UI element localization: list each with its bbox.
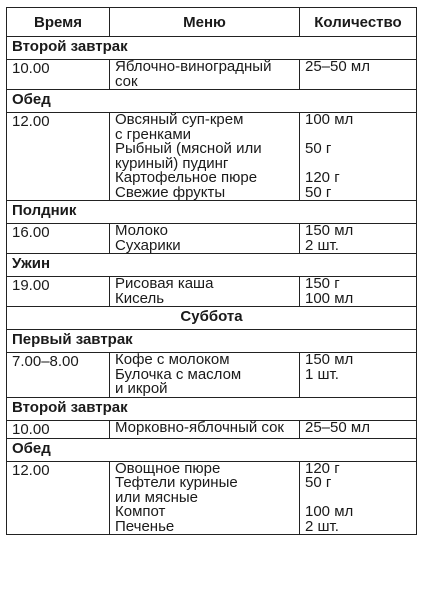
- meal-section-row: [7, 438, 417, 461]
- table-row: [7, 420, 417, 438]
- day-heading: Суббота: [7, 307, 417, 330]
- table-row: [7, 353, 417, 398]
- quantities: [300, 60, 417, 90]
- menu-item: Рыбный (мясной или: [115, 140, 262, 157]
- meal-section-row: [7, 37, 417, 60]
- quantities: [300, 461, 417, 535]
- menu-item: Яблочно-виноградный сок: [115, 58, 272, 90]
- menu-item: куриный) пудинг: [115, 154, 229, 172]
- meal-time: 12.00: [7, 113, 110, 201]
- quantities: [300, 224, 417, 254]
- quantities: [300, 277, 417, 307]
- table-row: [7, 113, 417, 201]
- menu-items: [110, 353, 300, 398]
- quantity-value: 100 мл: [305, 503, 354, 520]
- table-row: [7, 461, 417, 535]
- quantity-value: 120 г: [305, 169, 340, 186]
- menu-item: Сухарики: [115, 236, 181, 254]
- menu-item: и икрой: [115, 380, 168, 397]
- table-row: [7, 277, 417, 307]
- menu-item: Кисель: [115, 289, 165, 307]
- meal-section-label: Ужин: [7, 254, 417, 277]
- quantity-value: 50 г: [305, 474, 332, 491]
- quantity-value: 150 мл: [305, 222, 354, 239]
- day-heading-row: [7, 307, 417, 330]
- quantity-value: 100 мл: [305, 111, 354, 128]
- meal-time: 10.00: [7, 420, 110, 438]
- meal-section-row: [7, 201, 417, 224]
- quantity-value: 25–50 мл: [305, 58, 370, 75]
- quantity-value: 2 шт.: [305, 236, 339, 254]
- table-header-row: [7, 8, 417, 37]
- menu-item: Овощное пюре: [115, 459, 221, 477]
- quantity-value: 100 мл: [305, 289, 354, 307]
- meal-time: 7.00–8.00: [7, 353, 110, 398]
- quantity-value: 1 шт.: [305, 365, 339, 383]
- menu-item: с гренками: [115, 125, 192, 143]
- quantity-value: 50 г: [305, 183, 332, 201]
- meal-section-row: [7, 90, 417, 113]
- menu-items: [110, 277, 300, 307]
- meal-section-row: [7, 397, 417, 420]
- menu-items: [110, 420, 300, 438]
- meal-section-label: Первый завтрак: [7, 330, 417, 353]
- menu-item: Свежие фрукты: [115, 183, 226, 201]
- menu-item: Морковно-яблочный сок: [115, 418, 284, 436]
- menu-item: Молоко: [115, 222, 169, 239]
- meal-section-label: Обед: [7, 438, 417, 461]
- menu-item: Кофе с молоком: [115, 351, 230, 368]
- menu-item: Рисовая каша: [115, 275, 214, 292]
- menu-item: Тефтели куриные: [115, 474, 238, 491]
- meal-section-label: Полдник: [7, 201, 417, 224]
- menu-item: Овсяный суп-крем: [115, 111, 244, 128]
- meal-section-label: Второй завтрак: [7, 37, 417, 60]
- quantities: [300, 353, 417, 398]
- header-menu: Меню: [110, 8, 300, 37]
- quantity-value: 150 г: [305, 275, 340, 292]
- menu-items: [110, 60, 300, 90]
- meal-section-row: [7, 254, 417, 277]
- table-row: [7, 224, 417, 254]
- menu-item: Булочка с маслом: [115, 365, 242, 383]
- meal-plan-table: [6, 7, 417, 535]
- meal-section-row: [7, 330, 417, 353]
- table-row: [7, 60, 417, 90]
- quantity-value: 25–50 мл: [305, 418, 370, 436]
- header-quantity: Количество: [300, 8, 417, 37]
- menu-items: [110, 113, 300, 201]
- quantities: [300, 420, 417, 438]
- menu-item: Печенье: [115, 517, 175, 535]
- quantity-spacer: [305, 382, 411, 397]
- meal-time: 10.00: [7, 60, 110, 90]
- table-body: [7, 37, 417, 535]
- quantity-value: 150 мл: [305, 351, 354, 368]
- quantity-value: 50 г: [305, 140, 332, 157]
- menu-item: Компот: [115, 503, 166, 520]
- menu-item: или мясные: [115, 488, 199, 506]
- meal-time: 16.00: [7, 224, 110, 254]
- quantities: [300, 113, 417, 201]
- meal-time: 19.00: [7, 277, 110, 307]
- menu-items: [110, 224, 300, 254]
- meal-time: 12.00: [7, 461, 110, 535]
- meal-section-label: Обед: [7, 90, 417, 113]
- menu-item: Картофельное пюре: [115, 169, 258, 186]
- quantity-value: 120 г: [305, 459, 340, 477]
- header-time: Время: [7, 8, 110, 37]
- quantity-value: 2 шт.: [305, 517, 339, 535]
- menu-items: [110, 461, 300, 535]
- meal-section-label: Второй завтрак: [7, 397, 417, 420]
